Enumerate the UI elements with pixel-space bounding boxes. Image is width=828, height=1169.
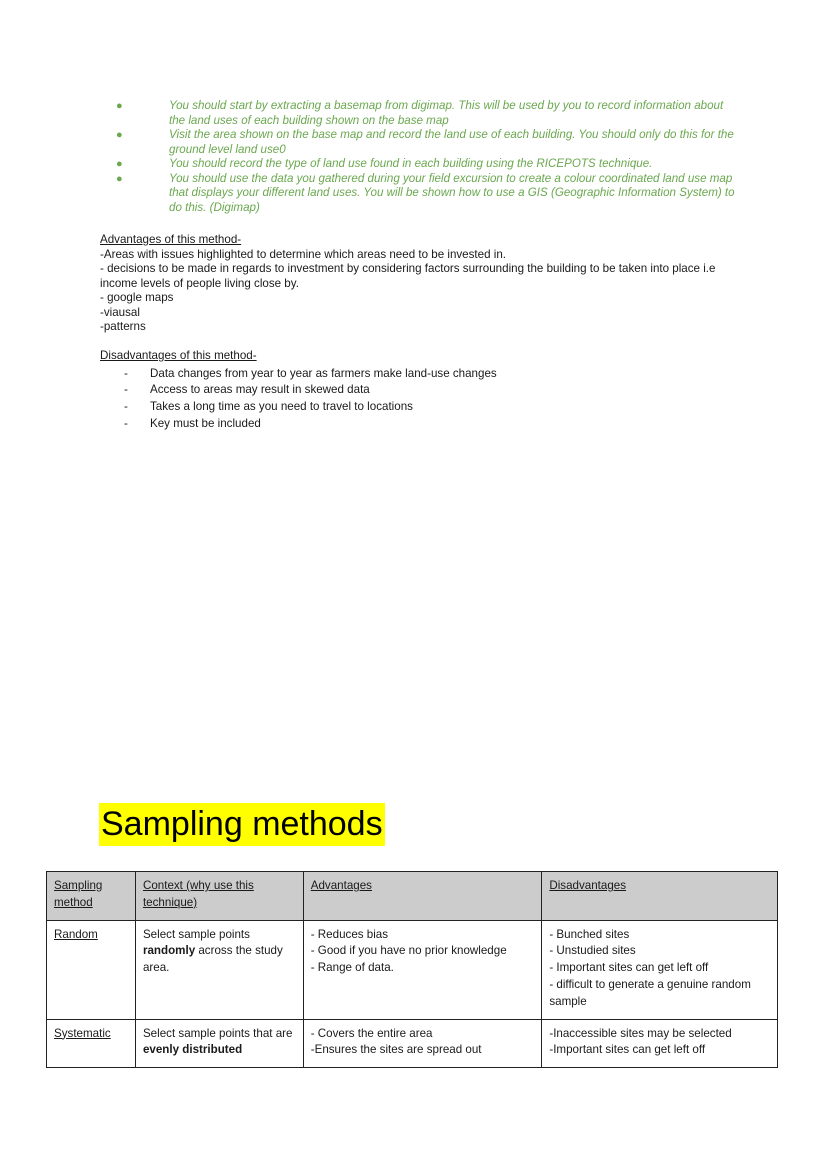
list-item: - Key must be included: [100, 416, 740, 433]
method-cell: Random: [47, 920, 136, 1019]
dash-icon: -: [124, 416, 128, 430]
instruction-text: Visit the area shown on the base map and record the land use of each building. You should only do this for the ground level land use0: [169, 128, 734, 156]
instruction-item: [100, 128, 740, 157]
instruction-text: You should record the type of land use found in each building using the RICEPOTS technique.: [169, 157, 653, 170]
advantage-line: - decisions to be made in regards to investment by considering factors surrounding the building to be taken into place i.e income levels of people living close by.: [100, 262, 719, 290]
column-header: Context (why use this technique): [135, 872, 303, 921]
disadvantages-cell: - Bunched sites - Unstudied sites - Important sites can get left off - difficult to generate a genuine random sample: [542, 920, 778, 1019]
context-cell: Select sample points randomly across the study area.: [135, 920, 303, 1019]
advantage-line: -patterns: [100, 320, 146, 333]
table-row: [47, 1019, 778, 1068]
bullet-icon: ●: [116, 129, 123, 141]
table-row: [47, 920, 778, 1019]
dash-icon: -: [124, 366, 128, 380]
column-header: Disadvantages: [542, 872, 778, 921]
instruction-text: You should start by extracting a basemap from digimap. This will be used by you to record information about the land uses of each building shown on the base map: [169, 99, 724, 127]
advantage-line: -Areas with issues highlighted to determine which areas need to be invested in.: [100, 247, 507, 261]
advantage-line: - google maps: [100, 291, 174, 304]
advantages-cell: - Reduces bias - Good if you have no prior knowledge - Range of data.: [303, 920, 542, 1019]
dash-icon: -: [124, 400, 128, 414]
disadvantages-heading: Disadvantages of this method-: [100, 349, 257, 362]
list-item: - Access to areas may result in skewed data: [100, 382, 740, 399]
advantages-section: [100, 233, 740, 335]
instruction-item: [100, 99, 740, 128]
instruction-text: You should use the data you gathered during your field excursion to create a colour coordinated land use map that displays your different land uses. You will be shown how to use a GIS (Geographic Information System) to do this. (Digimap): [169, 171, 735, 214]
instruction-item: [100, 157, 740, 172]
column-header: Sampling method: [47, 872, 136, 921]
dash-icon: -: [124, 383, 128, 397]
context-cell: Select sample points that are evenly distributed: [135, 1019, 303, 1068]
bullet-icon: ●: [116, 100, 123, 112]
bullet-icon: ●: [116, 172, 123, 185]
table-header-row: [47, 872, 778, 921]
sampling-table: [46, 871, 778, 1068]
advantages-heading: Advantages of this method-: [100, 233, 242, 246]
instruction-item: [100, 172, 740, 216]
list-item: - Data changes from year to year as farmers make land-use changes: [100, 366, 740, 383]
advantages-cell: - Covers the entire area -Ensures the sites are spread out: [303, 1019, 542, 1068]
method-cell: Systematic: [47, 1019, 136, 1068]
instruction-list: [100, 99, 740, 215]
column-header: Advantages: [303, 872, 542, 921]
disadvantages-list: [100, 366, 740, 433]
disadvantages-section: [100, 349, 740, 433]
bullet-icon: ●: [116, 158, 123, 170]
page-title: Sampling methods: [99, 803, 385, 846]
advantage-line: -viausal: [100, 305, 140, 319]
list-item: - Takes a long time as you need to travel to locations: [100, 399, 740, 416]
disadvantages-cell: -Inaccessible sites may be selected -Important sites can get left off: [542, 1019, 778, 1068]
